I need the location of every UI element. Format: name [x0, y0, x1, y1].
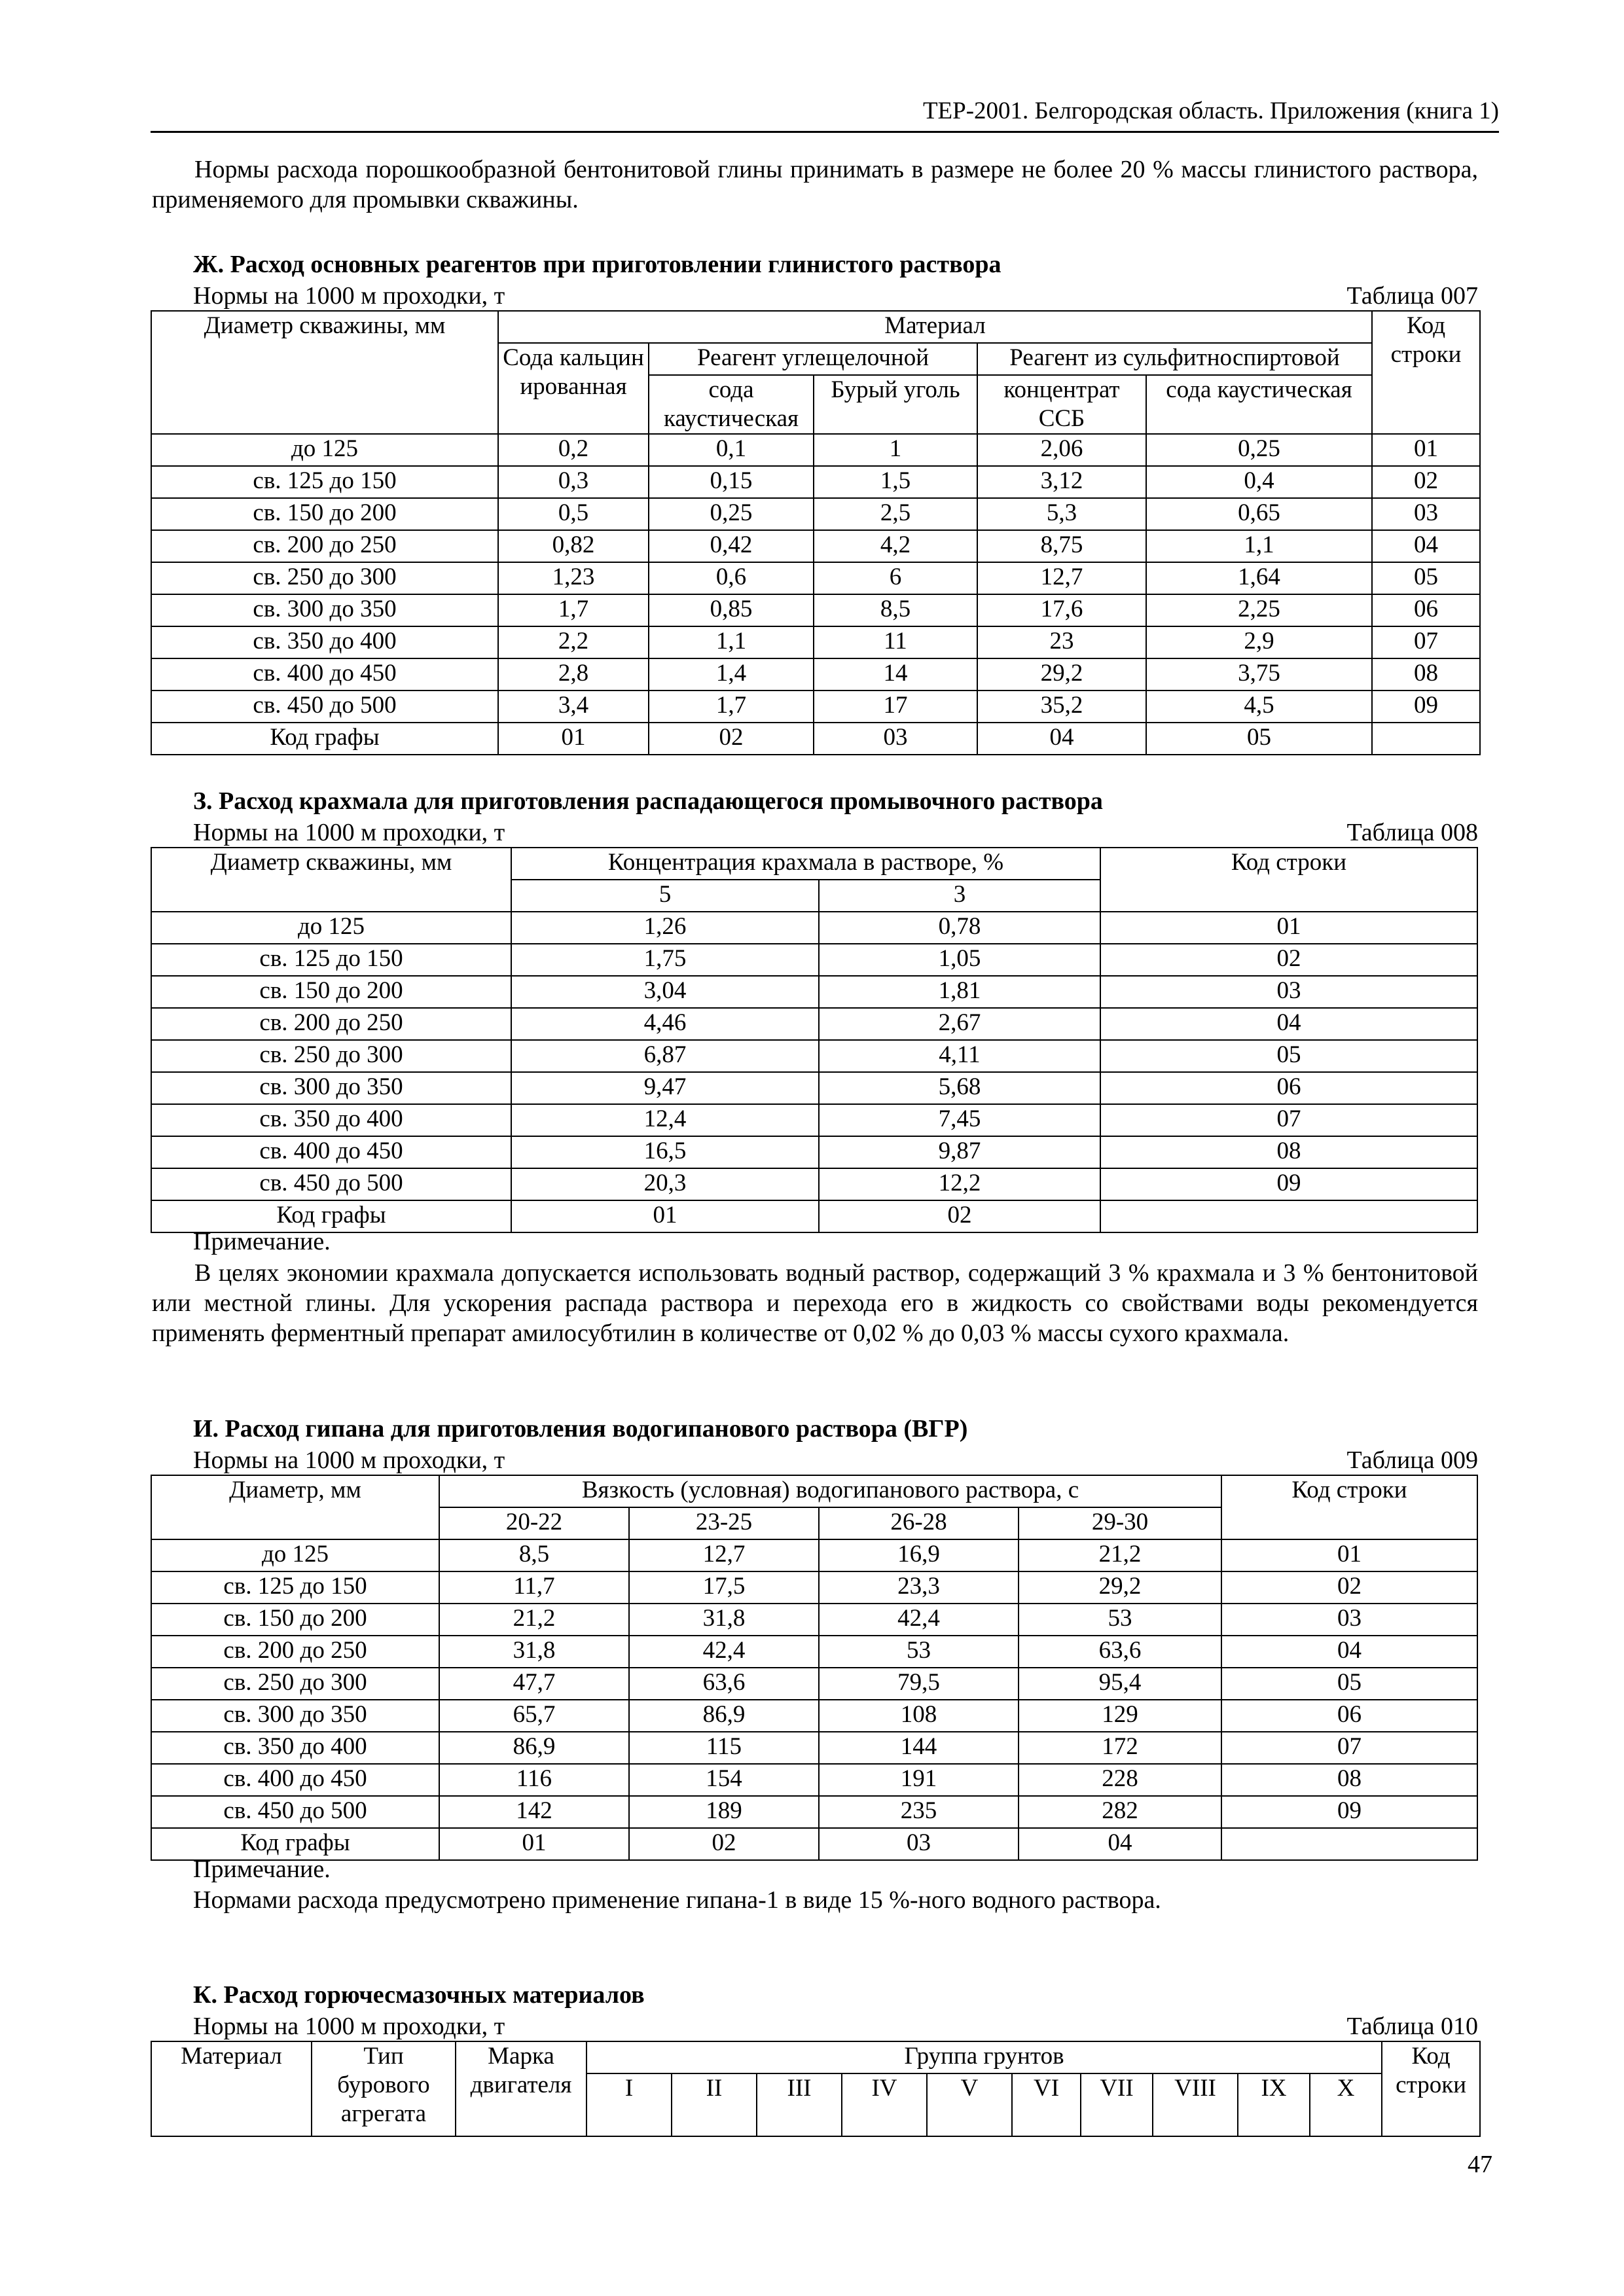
table-cell: 09	[1100, 1168, 1477, 1200]
table-cell: 02	[1100, 944, 1477, 976]
table-cell: 95,4	[1019, 1668, 1221, 1700]
table-cell: 115	[629, 1732, 819, 1764]
table-cell: 1	[814, 434, 977, 466]
table-cell: 08	[1372, 658, 1480, 691]
table-cell: 02	[629, 1828, 819, 1860]
row-label-cell: св. 150 до 200	[151, 976, 511, 1008]
table-cell: 05	[1372, 562, 1480, 594]
table-cell: 1,4	[649, 658, 814, 691]
row-label-cell: св. 350 до 400	[151, 1104, 511, 1136]
table-cell: 0,6	[649, 562, 814, 594]
table-row	[151, 658, 1480, 691]
table-cell: 05	[1146, 723, 1372, 755]
row-label-cell: Код графы	[151, 723, 498, 755]
row-label-cell: св. 450 до 500	[151, 1168, 511, 1200]
table-cell: 5,68	[819, 1072, 1100, 1104]
row-label-cell: Код графы	[151, 1828, 439, 1860]
table-cell: 8,5	[439, 1539, 629, 1571]
norms-text: Нормы на 1000 м проходки, т	[193, 282, 505, 310]
header-code-row: Код строки	[1382, 2041, 1480, 2136]
table-cell: 11,7	[439, 1571, 629, 1604]
table-row	[151, 530, 1480, 562]
table-cell: 116	[439, 1764, 629, 1796]
table-cell: 14	[814, 658, 977, 691]
table-label: Таблица 008	[1346, 819, 1478, 846]
table-cell: 2,2	[498, 626, 649, 658]
table-cell: 108	[819, 1700, 1019, 1732]
table-cell: 31,8	[629, 1604, 819, 1636]
table-cell: 06	[1100, 1072, 1477, 1104]
table-cell: 2,8	[498, 658, 649, 691]
table-label: Таблица 009	[1346, 1446, 1478, 1474]
table-cell: 02	[1372, 466, 1480, 498]
table-cell: 6	[814, 562, 977, 594]
table-cell: 47,7	[439, 1668, 629, 1700]
table-cell: 1,26	[511, 912, 819, 944]
header-concentration: Концентрация крахмала в растворе, %	[511, 848, 1100, 880]
table-label: Таблица 010	[1346, 2013, 1478, 2040]
table-cell: 02	[819, 1200, 1100, 1232]
table-cell: 2,06	[977, 434, 1146, 466]
table-cell: 02	[1221, 1571, 1477, 1604]
table-cell: 04	[977, 723, 1146, 755]
section-title-k: К. Расход горючесмазочных материалов	[193, 1981, 645, 2009]
table-cell: 23	[977, 626, 1146, 658]
header-material: Материал	[498, 311, 1372, 343]
table-cell: 09	[1372, 691, 1480, 723]
note-title-008: Примечание.	[193, 1228, 331, 1255]
table-cell: 235	[819, 1796, 1019, 1828]
table-cell: 21,2	[1019, 1539, 1221, 1571]
table-cell: 0,78	[819, 912, 1100, 944]
header-concentrate: концентрат ССБ	[977, 375, 1146, 434]
header-soil-group-7: VII	[1081, 2073, 1153, 2136]
table-row	[151, 1571, 1477, 1604]
table-cell: 228	[1019, 1764, 1221, 1796]
table-row	[151, 912, 1477, 944]
table-row	[151, 1636, 1477, 1668]
table-cell: 01	[439, 1828, 629, 1860]
table-cell: 282	[1019, 1796, 1221, 1828]
header-soil-group-6: VI	[1012, 2073, 1081, 2136]
table-cell: 0,25	[1146, 434, 1372, 466]
table-cell: 04	[1100, 1008, 1477, 1040]
table-010	[151, 2041, 1481, 2137]
header-soil-group: Группа грунтов	[586, 2041, 1382, 2073]
table-cell: 0,2	[498, 434, 649, 466]
row-label-cell: св. 400 до 450	[151, 1764, 439, 1796]
table-cell: 189	[629, 1796, 819, 1828]
table-row	[151, 1539, 1477, 1571]
table-cell: 191	[819, 1764, 1019, 1796]
row-label-cell: св. 250 до 300	[151, 1040, 511, 1072]
table-cell: 86,9	[629, 1700, 819, 1732]
table-cell: 4,5	[1146, 691, 1372, 723]
table-cell: 12,2	[819, 1168, 1100, 1200]
table-cell: 04	[1372, 530, 1480, 562]
header-concentration-5: 5	[511, 880, 819, 912]
page-number: 47	[1468, 2151, 1492, 2178]
table-cell: 01	[1100, 912, 1477, 944]
table-cell: 08	[1221, 1764, 1477, 1796]
table-row	[151, 1796, 1477, 1828]
header-soda: Сода кальцинированная	[498, 343, 649, 434]
row-label-cell: св. 300 до 350	[151, 594, 498, 626]
table-row	[151, 1136, 1477, 1168]
table-cell: 1,7	[649, 691, 814, 723]
note-text-009: Нормами расхода предусмотрено применение гипана-1 в виде 15 %-ного водного раствора.	[193, 1886, 1161, 1914]
table-cell: 53	[819, 1636, 1019, 1668]
table-cell: 31,8	[439, 1636, 629, 1668]
table-row	[151, 723, 1480, 755]
table-cell: 3,04	[511, 976, 819, 1008]
table-row	[151, 594, 1480, 626]
table-cell: 2,25	[1146, 594, 1372, 626]
table-row	[151, 944, 1477, 976]
table-cell: 42,4	[629, 1636, 819, 1668]
table-cell: 03	[814, 723, 977, 755]
table-cell: 03	[819, 1828, 1019, 1860]
table-008	[151, 847, 1478, 1233]
header-concentration-3: 3	[819, 880, 1100, 912]
table-cell: 6,87	[511, 1040, 819, 1072]
norms-line-010	[193, 2012, 1478, 2041]
table-cell: 2,5	[814, 498, 977, 530]
table-row	[151, 1008, 1477, 1040]
norms-line-009	[193, 1446, 1478, 1475]
table-cell: 53	[1019, 1604, 1221, 1636]
table-cell: 01	[498, 723, 649, 755]
table-cell: 03	[1100, 976, 1477, 1008]
header-diameter: Диаметр скважины, мм	[151, 311, 498, 434]
table-cell: 86,9	[439, 1732, 629, 1764]
header-soil-group-9: IX	[1238, 2073, 1310, 2136]
header-reagent-group-2: Реагент из сульфитноспиртовой	[977, 343, 1372, 375]
table-cell: 0,65	[1146, 498, 1372, 530]
norms-line-008	[193, 818, 1478, 847]
header-material: Материал	[151, 2041, 312, 2136]
table-cell	[1221, 1828, 1477, 1860]
table-cell: 144	[819, 1732, 1019, 1764]
table-cell: 03	[1221, 1604, 1477, 1636]
table-cell: 06	[1221, 1700, 1477, 1732]
table-cell: 129	[1019, 1700, 1221, 1732]
table-cell: 4,2	[814, 530, 977, 562]
table-cell: 29,2	[977, 658, 1146, 691]
table-row	[151, 1104, 1477, 1136]
row-label-cell: св. 400 до 450	[151, 1136, 511, 1168]
table-row	[151, 976, 1477, 1008]
header-soda-caustic-2: сода каустическая	[1146, 375, 1372, 434]
table-cell: 154	[629, 1764, 819, 1796]
table-cell: 1,5	[814, 466, 977, 498]
norms-line-007	[193, 281, 1478, 310]
row-label-cell: св. 250 до 300	[151, 1668, 439, 1700]
row-label-cell: св. 400 до 450	[151, 658, 498, 691]
table-cell: 9,87	[819, 1136, 1100, 1168]
table-cell: 0,5	[498, 498, 649, 530]
table-cell: 04	[1019, 1828, 1221, 1860]
table-cell: 65,7	[439, 1700, 629, 1732]
table-row	[151, 1072, 1477, 1104]
table-cell: 11	[814, 626, 977, 658]
header-reagent-group-1: Реагент углещелочной	[649, 343, 977, 375]
table-cell: 0,4	[1146, 466, 1372, 498]
table-cell: 02	[649, 723, 814, 755]
table-cell: 0,25	[649, 498, 814, 530]
table-cell: 1,1	[1146, 530, 1372, 562]
table-cell: 8,75	[977, 530, 1146, 562]
table-row	[151, 1604, 1477, 1636]
table-cell: 06	[1372, 594, 1480, 626]
table-label: Таблица 007	[1346, 282, 1478, 310]
table-cell: 07	[1372, 626, 1480, 658]
note-text-008: В целях экономии крахмала допускается использовать водный раствор, содержащий 3 % крахмала и 3 % бентонитовой или местной глины. Для ускорения распада раствора и перехода его в жидкость со свойствами воды рекомендуется применять ферментный препарат амилосубтилин в количестве от 0,02 % до 0,03 % массы сухого крахмала.	[152, 1259, 1478, 1347]
running-header: ТЕР-2001. Белгородская область. Приложения (книга 1)	[922, 98, 1499, 124]
table-cell: 7,45	[819, 1104, 1100, 1136]
row-label-cell: св. 350 до 400	[151, 626, 498, 658]
table-cell: 2,9	[1146, 626, 1372, 658]
table-cell: 79,5	[819, 1668, 1019, 1700]
header-soil-group-8: VIII	[1153, 2073, 1238, 2136]
table-cell: 0,1	[649, 434, 814, 466]
table-cell: 172	[1019, 1732, 1221, 1764]
table-row	[151, 1764, 1477, 1796]
table-cell: 3,75	[1146, 658, 1372, 691]
table-cell: 5,3	[977, 498, 1146, 530]
row-label-cell: св. 200 до 250	[151, 1008, 511, 1040]
table-cell: 42,4	[819, 1604, 1019, 1636]
header-engine-brand: Марка двигателя	[456, 2041, 586, 2136]
row-label-cell: св. 450 до 500	[151, 1796, 439, 1828]
row-label-cell: до 125	[151, 1539, 439, 1571]
table-cell: 05	[1100, 1040, 1477, 1072]
section-title-i: И. Расход гипана для приготовления водогипанового раствора (ВГР)	[193, 1415, 968, 1443]
table-cell: 1,23	[498, 562, 649, 594]
table-row	[151, 1732, 1477, 1764]
table-009	[151, 1475, 1478, 1861]
table-cell: 1,75	[511, 944, 819, 976]
table-cell: 1,05	[819, 944, 1100, 976]
header-diameter: Диаметр, мм	[151, 1475, 439, 1539]
table-row	[151, 1700, 1477, 1732]
table-cell: 16,9	[819, 1539, 1019, 1571]
table-cell: 0,42	[649, 530, 814, 562]
norms-text: Нормы на 1000 м проходки, т	[193, 1446, 505, 1474]
table-cell: 3,4	[498, 691, 649, 723]
table-cell: 01	[1372, 434, 1480, 466]
header-viscosity-2: 23-25	[629, 1507, 819, 1539]
row-label-cell: св. 200 до 250	[151, 1636, 439, 1668]
table-cell: 23,3	[819, 1571, 1019, 1604]
header-viscosity-3: 26-28	[819, 1507, 1019, 1539]
table-cell: 03	[1372, 498, 1480, 530]
header-code-row: Код строки	[1221, 1475, 1477, 1539]
row-label-cell: Код графы	[151, 1200, 511, 1232]
table-cell: 9,47	[511, 1072, 819, 1104]
section-title-z: З. Расход крахмала для приготовления распадающегося промывочного раствора	[193, 787, 1103, 815]
table-cell: 01	[1221, 1539, 1477, 1571]
table-cell: 07	[1100, 1104, 1477, 1136]
table-row	[151, 1828, 1477, 1860]
row-label-cell: св. 300 до 350	[151, 1700, 439, 1732]
table-row	[151, 498, 1480, 530]
table-cell: 1,7	[498, 594, 649, 626]
header-soil-group-1: I	[586, 2073, 672, 2136]
row-label-cell: св. 125 до 150	[151, 466, 498, 498]
section-title-zh: Ж. Расход основных реагентов при приготовлении глинистого раствора	[193, 251, 1001, 278]
table-row	[151, 626, 1480, 658]
table-cell: 63,6	[1019, 1636, 1221, 1668]
norms-text: Нормы на 1000 м проходки, т	[193, 2013, 505, 2040]
table-cell: 0,85	[649, 594, 814, 626]
table-cell: 07	[1221, 1732, 1477, 1764]
table-cell	[1100, 1200, 1477, 1232]
table-cell: 08	[1100, 1136, 1477, 1168]
header-diameter: Диаметр скважины, мм	[151, 848, 511, 912]
table-cell: 142	[439, 1796, 629, 1828]
header-soil-group-10: X	[1310, 2073, 1382, 2136]
row-label-cell: св. 125 до 150	[151, 944, 511, 976]
table-cell: 4,11	[819, 1040, 1100, 1072]
table-cell: 29,2	[1019, 1571, 1221, 1604]
table-cell: 20,3	[511, 1168, 819, 1200]
table-cell: 21,2	[439, 1604, 629, 1636]
table-007	[151, 310, 1481, 755]
row-label-cell: св. 150 до 200	[151, 1604, 439, 1636]
table-cell: 2,67	[819, 1008, 1100, 1040]
table-row	[151, 691, 1480, 723]
row-label-cell: св. 150 до 200	[151, 498, 498, 530]
table-cell: 17,6	[977, 594, 1146, 626]
table-cell: 17,5	[629, 1571, 819, 1604]
header-brown-coal: Бурый уголь	[814, 375, 977, 434]
table-cell: 35,2	[977, 691, 1146, 723]
table-cell: 04	[1221, 1636, 1477, 1668]
header-soil-group-3: III	[757, 2073, 842, 2136]
table-cell: 12,7	[629, 1539, 819, 1571]
header-viscosity-4: 29-30	[1019, 1507, 1221, 1539]
table-cell: 05	[1221, 1668, 1477, 1700]
table-row	[151, 1200, 1477, 1232]
table-cell: 17	[814, 691, 977, 723]
header-soil-group-4: IV	[842, 2073, 927, 2136]
table-cell: 8,5	[814, 594, 977, 626]
row-label-cell: св. 250 до 300	[151, 562, 498, 594]
row-label-cell: св. 300 до 350	[151, 1072, 511, 1104]
header-soil-group-5: V	[927, 2073, 1012, 2136]
table-cell: 16,5	[511, 1136, 819, 1168]
table-row	[151, 1168, 1477, 1200]
table-cell	[1372, 723, 1480, 755]
table-cell: 01	[511, 1200, 819, 1232]
table-cell: 1,81	[819, 976, 1100, 1008]
header-viscosity-1: 20-22	[439, 1507, 629, 1539]
norms-text: Нормы на 1000 м проходки, т	[193, 819, 505, 846]
table-row	[151, 1668, 1477, 1700]
table-row	[151, 434, 1480, 466]
header-code-row: Код строки	[1100, 848, 1477, 912]
table-row	[151, 466, 1480, 498]
table-cell: 1,64	[1146, 562, 1372, 594]
table-cell: 09	[1221, 1796, 1477, 1828]
table-cell: 0,3	[498, 466, 649, 498]
header-rule	[151, 131, 1499, 133]
row-label-cell: св. 350 до 400	[151, 1732, 439, 1764]
table-row	[151, 1040, 1477, 1072]
table-cell: 12,4	[511, 1104, 819, 1136]
note-title-009: Примечание.	[193, 1856, 331, 1883]
row-label-cell: св. 450 до 500	[151, 691, 498, 723]
row-label-cell: св. 125 до 150	[151, 1571, 439, 1604]
table-row	[151, 562, 1480, 594]
header-soil-group-2: II	[672, 2073, 757, 2136]
table-cell: 4,46	[511, 1008, 819, 1040]
table-cell: 0,15	[649, 466, 814, 498]
header-soda-caustic: сода каустическая	[649, 375, 814, 434]
table-cell: 12,7	[977, 562, 1146, 594]
row-label-cell: до 125	[151, 912, 511, 944]
header-code-row: Код строки	[1372, 311, 1480, 434]
row-label-cell: св. 200 до 250	[151, 530, 498, 562]
table-cell: 0,82	[498, 530, 649, 562]
header-viscosity: Вязкость (условная) водогипанового раствора, с	[439, 1475, 1221, 1507]
table-cell: 63,6	[629, 1668, 819, 1700]
header-rig-type: Тип бурового агрегата	[312, 2041, 456, 2136]
row-label-cell: до 125	[151, 434, 498, 466]
intro-paragraph: Нормы расхода порошкообразной бентонитовой глины принимать в размере не более 20 % массы глинистого раствора, применяемого для промывки скважины.	[152, 156, 1478, 213]
table-cell: 1,1	[649, 626, 814, 658]
table-cell: 3,12	[977, 466, 1146, 498]
